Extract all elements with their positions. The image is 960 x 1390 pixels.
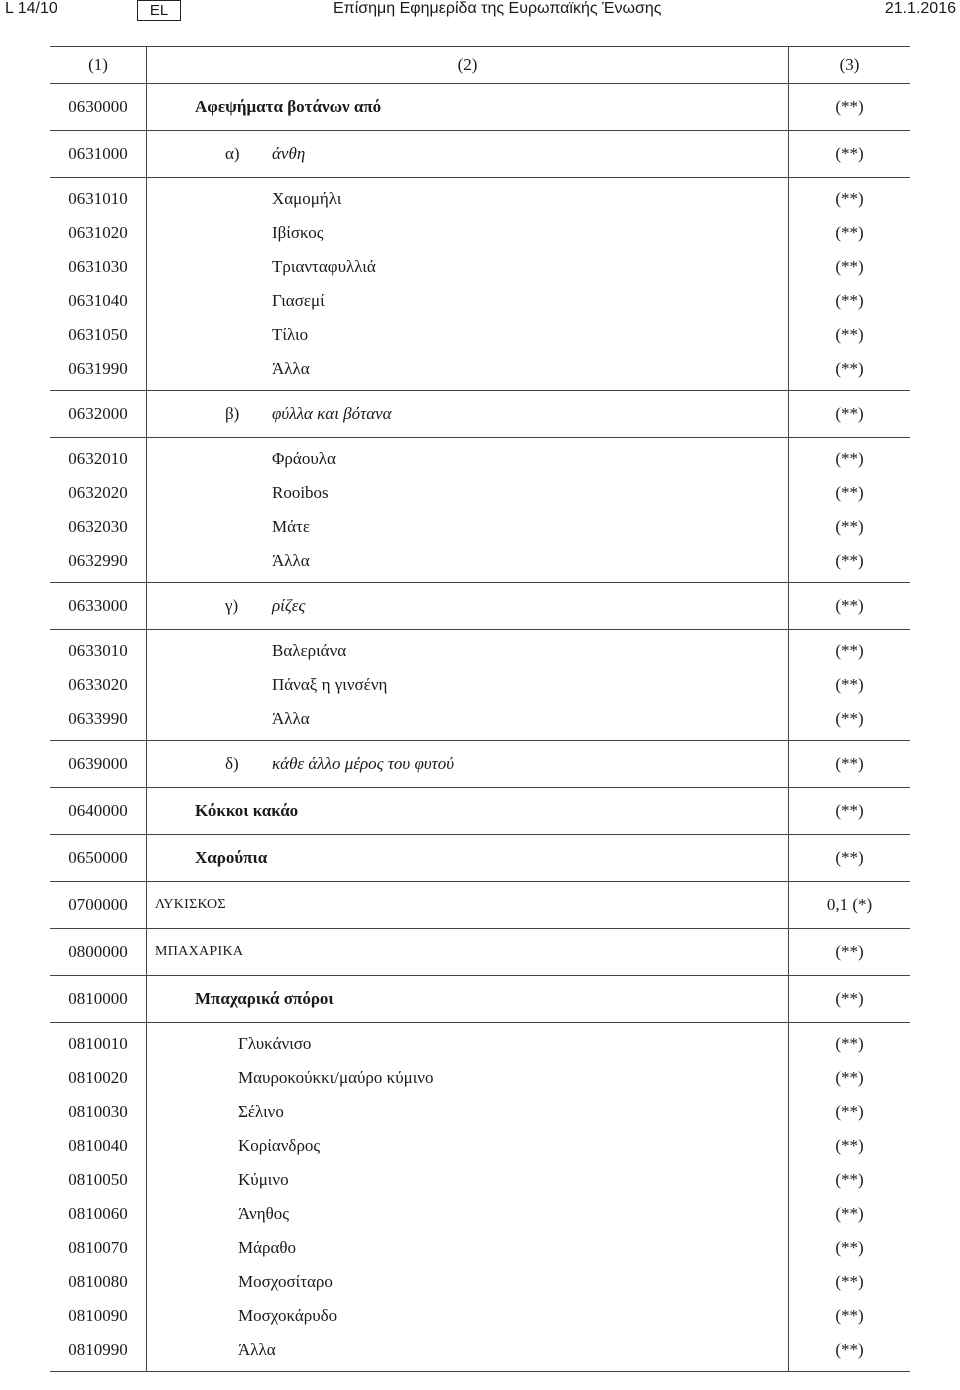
table-block: [50, 630, 910, 741]
table-row: [50, 1061, 910, 1095]
table-row: [50, 841, 910, 875]
row-code: 0632010: [68, 449, 128, 468]
table-block: [50, 84, 910, 131]
row-mrl-value: (**): [835, 1102, 864, 1121]
row-name: Ιβίσκος: [272, 223, 324, 242]
row-code: 0640000: [68, 801, 128, 820]
row-name: Τριανταφυλλιά: [272, 257, 376, 276]
row-name: ΜΠΑΧΑΡΙΚΑ: [155, 944, 244, 959]
table-row: [50, 668, 910, 702]
table-row: [50, 318, 910, 352]
row-code: 0810080: [68, 1272, 128, 1291]
table-row: [50, 982, 910, 1016]
row-mrl-value: (**): [835, 551, 864, 570]
residue-table: [50, 46, 910, 1372]
table-row: [50, 397, 910, 431]
column-header-value: (3): [839, 55, 860, 74]
table-row: [50, 442, 910, 476]
row-mrl-value: (**): [835, 189, 864, 208]
row-enumeration-mark: γ): [225, 596, 239, 615]
table-row: [50, 90, 910, 124]
row-code: 0800000: [68, 942, 128, 961]
row-mrl-value: (**): [835, 1272, 864, 1291]
row-name: Σέλινο: [238, 1102, 284, 1121]
row-mrl-value: (**): [835, 675, 864, 694]
row-name: Πάναξ η γινσένη: [272, 675, 388, 694]
row-code: 0631010: [68, 189, 128, 208]
row-mrl-value: (**): [835, 754, 864, 773]
row-mrl-value: (**): [835, 1306, 864, 1325]
row-mrl-value: (**): [835, 1238, 864, 1257]
table-row: [50, 182, 910, 216]
row-name: Άνηθος: [238, 1204, 289, 1223]
table-block: [50, 976, 910, 1023]
table-block: [50, 741, 910, 788]
row-code: 0633010: [68, 641, 128, 660]
row-name: Μαυροκούκκι/μαύρο κύμινο: [238, 1068, 434, 1087]
row-code: 0633000: [68, 596, 128, 615]
row-code: 0810050: [68, 1170, 128, 1189]
row-name: Άλλα: [238, 1340, 276, 1359]
table-row: [50, 284, 910, 318]
row-code: 0631990: [68, 359, 128, 378]
row-name: Κορίανδρος: [238, 1136, 321, 1155]
row-name: ΛΥΚΙΣΚΟΣ: [155, 897, 226, 912]
table-row: [50, 794, 910, 828]
table-row: [50, 1299, 910, 1333]
row-code: 0810030: [68, 1102, 128, 1121]
table-row: [50, 1197, 910, 1231]
row-code: 0633990: [68, 709, 128, 728]
row-code: 0810000: [68, 989, 128, 1008]
table-row: [50, 1231, 910, 1265]
table-row: [50, 634, 910, 668]
table-block: [50, 1023, 910, 1372]
header-row: [50, 47, 910, 83]
row-mrl-value: (**): [835, 1170, 864, 1189]
row-code: 0810990: [68, 1340, 128, 1359]
row-code: 0631030: [68, 257, 128, 276]
row-mrl-value: (**): [835, 517, 864, 536]
row-mrl-value: (**): [835, 144, 864, 163]
table-row: [50, 935, 910, 969]
row-mrl-value: (**): [835, 1068, 864, 1087]
row-mrl-value: (**): [835, 404, 864, 423]
row-mrl-value: (**): [835, 257, 864, 276]
table-row: [50, 1333, 910, 1367]
row-name: Αφεψήματα βοτάνων από: [195, 97, 382, 116]
row-name: άνθη: [272, 144, 306, 163]
table-row: [50, 352, 910, 386]
row-mrl-value: (**): [835, 1204, 864, 1223]
row-code: 0631000: [68, 144, 128, 163]
row-name: Άλλα: [272, 709, 310, 728]
row-mrl-value: (**): [835, 483, 864, 502]
table-block: [50, 788, 910, 835]
row-code: 0631050: [68, 325, 128, 344]
row-name: Κύμινο: [238, 1170, 289, 1189]
table-row: [50, 1265, 910, 1299]
row-code: 0631020: [68, 223, 128, 242]
row-mrl-value: (**): [835, 1340, 864, 1359]
column-header-name: (2): [457, 55, 478, 74]
row-name: Άλλα: [272, 359, 310, 378]
row-mrl-value: (**): [835, 848, 864, 867]
row-name: Τίλιο: [272, 325, 309, 344]
row-code: 0633020: [68, 675, 128, 694]
table-body: [50, 84, 910, 1372]
row-mrl-value: (**): [835, 801, 864, 820]
row-code: 0650000: [68, 848, 128, 867]
table-block: [50, 882, 910, 929]
row-enumeration-mark: α): [225, 144, 240, 163]
row-mrl-value: (**): [835, 223, 864, 242]
table-block: [50, 391, 910, 438]
row-code: 0631040: [68, 291, 128, 310]
row-code: 0810040: [68, 1136, 128, 1155]
row-code: 0810090: [68, 1306, 128, 1325]
row-name: Βαλεριάνα: [272, 641, 347, 660]
table-row: [50, 216, 910, 250]
row-code: 0632990: [68, 551, 128, 570]
row-name: Rooibos: [272, 483, 329, 502]
table-block: [50, 438, 910, 583]
table-row: [50, 747, 910, 781]
row-name: Μοσχοσίταρο: [238, 1272, 333, 1291]
page-reference: L 14/10: [5, 0, 58, 17]
row-name: Μάραθο: [238, 1238, 297, 1257]
column-header-code: (1): [88, 55, 108, 74]
row-mrl-value: (**): [835, 97, 864, 116]
row-enumeration-mark: β): [225, 404, 240, 423]
row-mrl-value: (**): [835, 596, 864, 615]
row-mrl-value: (**): [835, 709, 864, 728]
row-mrl-value: (**): [835, 1034, 864, 1053]
publication-date: 21.1.2016: [884, 0, 956, 17]
journal-title: Επίσημη Εφημερίδα της Ευρωπαϊκής Ένωσης: [333, 0, 662, 17]
row-code: 0810020: [68, 1068, 128, 1087]
table-row: [50, 1129, 910, 1163]
row-name: κάθε άλλο μέρος του φυτού: [272, 754, 455, 773]
row-code: 0810070: [68, 1238, 128, 1257]
table-block: [50, 835, 910, 882]
table-block: [50, 583, 910, 630]
row-code: 0632000: [68, 404, 128, 423]
table-row: [50, 1163, 910, 1197]
row-mrl-value: (**): [835, 359, 864, 378]
table-block: [50, 178, 910, 391]
row-name: Χαρούπια: [195, 848, 268, 867]
row-name: Γλυκάνισο: [238, 1034, 312, 1053]
row-mrl-value: (**): [835, 291, 864, 310]
row-name: Άλλα: [272, 551, 310, 570]
row-code: 0810060: [68, 1204, 128, 1223]
row-name: Κόκκοι κακάο: [195, 801, 299, 820]
table-block: [50, 929, 910, 976]
row-mrl-value: (**): [835, 449, 864, 468]
row-name: Γιασεμί: [272, 291, 325, 310]
row-code: 0700000: [68, 895, 128, 914]
row-code: 0630000: [68, 97, 128, 116]
row-mrl-value: (**): [835, 325, 864, 344]
table-row: [50, 1027, 910, 1061]
page-header: [0, 0, 960, 22]
row-name: Φράουλα: [272, 449, 336, 468]
table-row: [50, 888, 910, 922]
row-code: 0639000: [68, 754, 128, 773]
row-code: 0632030: [68, 517, 128, 536]
table-row: [50, 544, 910, 578]
table-row: [50, 476, 910, 510]
row-mrl-value: (**): [835, 641, 864, 660]
table-block: [50, 131, 910, 178]
row-name: φύλλα και βότανα: [272, 404, 392, 423]
table-row: [50, 137, 910, 171]
language-badge: EL: [137, 0, 181, 21]
row-mrl-value: (**): [835, 1136, 864, 1155]
table-row: [50, 589, 910, 623]
row-mrl-value: (**): [835, 942, 864, 961]
table-row: [50, 510, 910, 544]
row-name: ρίζες: [272, 596, 306, 615]
table-row: [50, 250, 910, 284]
row-name: Μπαχαρικά σπόροι: [195, 989, 334, 1008]
row-enumeration-mark: δ): [225, 754, 239, 773]
table-row: [50, 1095, 910, 1129]
row-code: 0632020: [68, 483, 128, 502]
row-name: Μάτε: [272, 517, 310, 536]
table-header: [50, 47, 910, 84]
row-mrl-value: 0,1 (*): [826, 895, 873, 914]
row-mrl-value: (**): [835, 989, 864, 1008]
table-row: [50, 702, 910, 736]
row-name: Χαμομήλι: [272, 189, 342, 208]
row-code: 0810010: [68, 1034, 128, 1053]
row-name: Μοσχοκάρυδο: [238, 1306, 338, 1325]
